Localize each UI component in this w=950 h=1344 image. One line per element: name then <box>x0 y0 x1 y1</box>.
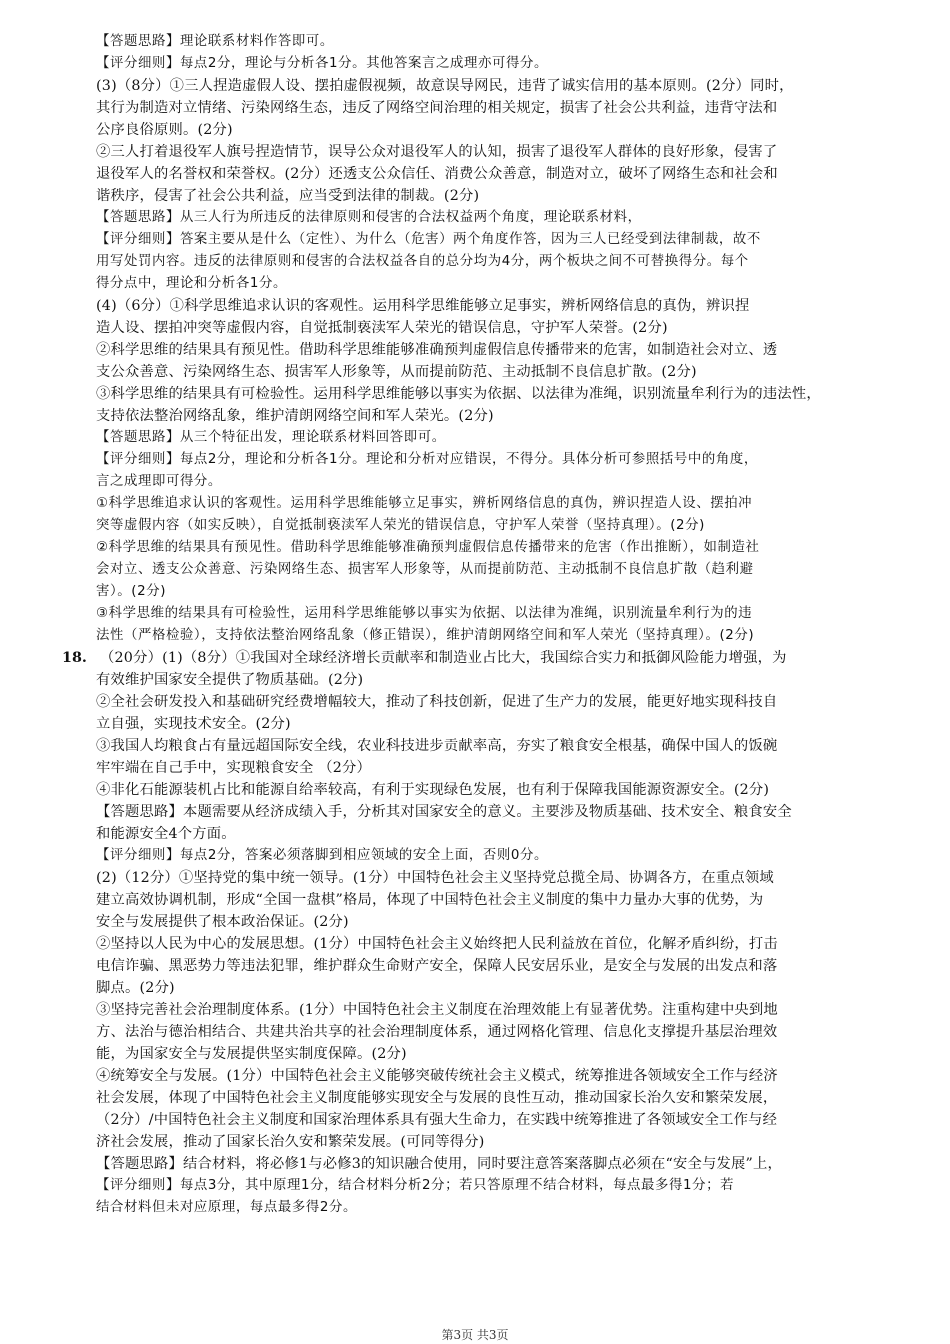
text-line: 【评分细则】每点2分，理论与分析各1分。其他答案言之成理亦可得分。 <box>96 56 548 71</box>
text-line: 电信诈骗、黑恶势力等违法犯罪，维护群众生命财产安全，保障人民安居乐业，是安全与发展的出发点和落 <box>96 958 778 974</box>
page-footer: 第3页 共3页 <box>441 1328 509 1342</box>
text-line: 【答题思路】从三个特征出发，理论联系材料回答即可。 <box>96 430 446 445</box>
text-line: ③科学思维的结果具有可检验性，运用科学思维能够以事实为依据、以法律为准绳，识别流量牟利行为的违 <box>96 606 753 621</box>
text-line: 害）。(2分) <box>96 584 167 599</box>
text-line: 牢牢端在自己手中，实现粮食安全 （2分） <box>96 760 371 776</box>
text-line: 有效维护国家安全提供了物质基础。(2分) <box>96 672 364 688</box>
text-line: (4)（6分）①科学思维追求认识的客观性。运用科学思维能够立足事实，辨析网络信息的真伪，辨识捏 <box>96 298 750 314</box>
text-line: ②坚持以人民为中心的发展思想。(1分）中国特色社会主义始终把人民利益放在首位，化解矛盾纠纷，打击 <box>96 936 778 952</box>
text-line: 【评分细则】每点2分，答案必须落脚到相应领域的安全上面，否则0分。 <box>96 848 548 863</box>
text-line: (3)（8分）①三人捏造虚假人设、摆拍虚假视频，故意误导网民，违背了诚实信用的基本原则。(2分）同时， <box>96 78 794 94</box>
text-line: 谐秩序，侵害了社会公共利益，应当受到法律的制裁。(2分) <box>96 188 480 204</box>
text-line: 建立高效协调机制，形成“全国一盘棋”格局，体现了中国特色社会主义制度的集中力量办大事的优势，为 <box>96 892 764 908</box>
text-line: (2)（12分）①坚持党的集中统一领导。(1分）中国特色社会主义坚持党总揽全局、协调各方，在重点领域 <box>96 870 774 886</box>
text-line: 【答题思路】本题需要从经济成绩入手，分析其对国家安全的意义。主要涉及物质基础、技术安全、粮食安全 <box>96 804 792 820</box>
text-line: 能，为国家安全与发展提供坚实制度保障。(2分) <box>96 1046 407 1062</box>
text-line: 用写处罚内容。违反的法律原则和侵害的合法权益各自的总分均为4分，两个板块之间不可替换得分。每个 <box>96 254 749 269</box>
text-line: ②科学思维的结果具有预见性。借助科学思维能够准确预判虚假信息传播带来的危害（作出推断），如制造社 <box>96 540 760 555</box>
text-line: 言之成理即可得分。 <box>96 474 222 489</box>
text-line: 结合材料但未对应原理，每点最多得2分。 <box>96 1200 357 1215</box>
text-line: 【评分细则】每点3分，其中原理1分，结合材料分析2分；若只答原理不结合材料，每点最多得1分；若 <box>96 1178 735 1193</box>
text-line: ④统筹安全与发展。(1分）中国特色社会主义能够突破传统社会主义模式，统筹推进各领域安全工作与经济 <box>96 1068 778 1084</box>
text-line: ①科学思维追求认识的客观性。运用科学思维能够立足事实，辨析网络信息的真伪，辨识捏造人设、摆拍冲 <box>96 496 753 511</box>
text-line: 济社会发展，推动了国家长治久安和繁荣发展。(可同等得分) <box>96 1134 485 1150</box>
text-line: 社会发展，体现了中国特色社会主义制度能够实现安全与发展的良性互动，推动国家长治久安和繁荣发展， <box>96 1090 778 1106</box>
text-line: ③科学思维的结果具有可检验性。运用科学思维能够以事实为依据、以法律为准绳，识别流量牟利行为的违法性， <box>96 386 821 402</box>
text-line: 【答题思路】结合材料，将必修1与必修3的知识融合使用，同时要注意答案落脚点必须在“安全与发展”上， <box>96 1156 782 1172</box>
text-line: ②全社会研发投入和基础研究经费增幅较大，推动了科技创新，促进了生产力的发展，能更好地实现科技自 <box>96 694 778 710</box>
text-line: ④非化石能源装机占比和能源自给率较高，有利于实现绿色发展，也有利于保障我国能源资源安全。(2分) <box>96 782 770 798</box>
text-line: 【答题思路】理论联系材料作答即可。 <box>96 34 334 49</box>
text-line: ③坚持完善社会治理制度体系。(1分）中国特色社会主义制度在治理效能上有显著优势。注重构建中央到地 <box>96 1002 778 1018</box>
text-line: 公序良俗原则。(2分) <box>96 122 233 138</box>
text-line: 和能源安全4个方面。 <box>96 826 236 842</box>
text-line: 【评分细则】答案主要从是什么（定性）、为什么（危害）两个角度作答，因为三人已经受到法律制裁，故不 <box>96 232 761 247</box>
text-line: 脚点。(2分) <box>96 980 175 996</box>
text-line: 支公众善意、污染网络生态、损害军人形象等，从而提前防范、主动抵制不良信息扩散。(2分) <box>96 364 697 380</box>
text-line: 安全与发展提供了根本政治保证。(2分) <box>96 914 349 930</box>
text-line: 造人设、摆拍冲突等虚假内容，自觉抵制亵渎军人荣光的错误信息，守护军人荣誉。(2分) <box>96 320 668 336</box>
text-line: 【评分细则】每点2分，理论和分析各1分。理论和分析对应错误，不得分。具体分析可参照括号中的角度， <box>96 452 758 467</box>
text-line: （2分）/中国特色社会主义制度和国家治理体系具有强大生命力，在实践中统筹推进了各领域安全工作与经 <box>96 1112 778 1128</box>
text-line: 其行为制造对立情绪、污染网络生态，违反了网络空间治理的相关规定，损害了社会公共利益，违背守法和 <box>96 100 778 116</box>
text-line: 方、法治与德治相结合、共建共治共享的社会治理制度体系，通过网格化管理、信息化支撑提升基层治理效 <box>96 1024 778 1040</box>
text-line: 会对立、透支公众善意、污染网络生态、损害军人形象等，从而提前防范、主动抵制不良信息扩散（趋利避 <box>96 562 754 577</box>
text-line: ②科学思维的结果具有预见性。借助科学思维能够准确预判虚假信息传播带来的危害，如制造社会对立、透 <box>96 342 778 358</box>
question-number: 18. <box>62 650 87 666</box>
text-line: 退役军人的名誉权和荣誉权。(2分）还透支公众信任、消费公众善意，制造对立，破坏了网络生态和社会和 <box>96 166 778 182</box>
text-line: 法性（严格检验），支持依法整治网络乱象（修正错误），维护清朗网络空间和军人荣光（坚持真理）。(2分) <box>96 628 755 643</box>
text-line: （20分）(1)（8分）①我国对全球经济增长贡献率和制造业占比大，我国综合实力和抵御风险能力增强，为 <box>100 650 787 666</box>
text-line: 立自强，实现技术安全。(2分) <box>96 716 291 732</box>
text-line: 支持依法整治网络乱象，维护清朗网络空间和军人荣光。(2分) <box>96 408 494 424</box>
text-line: 【答题思路】从三人行为所违反的法律原则和侵害的合法权益两个角度，理论联系材料， <box>96 210 642 225</box>
text-line: 得分点中，理论和分析各1分。 <box>96 276 287 291</box>
text-line: 突等虚假内容（如实反映），自觉抵制亵渎军人荣光的错误信息，守护军人荣誉（坚持真理）。(2分) <box>96 518 705 533</box>
text-line: ③我国人均粮食占有量远超国际安全线，农业科技进步贡献率高，夯实了粮食安全根基，确保中国人的饭碗 <box>96 738 778 754</box>
text-line: ②三人打着退役军人旗号捏造情节，误导公众对退役军人的认知，损害了退役军人群体的良好形象，侵害了 <box>96 144 778 160</box>
